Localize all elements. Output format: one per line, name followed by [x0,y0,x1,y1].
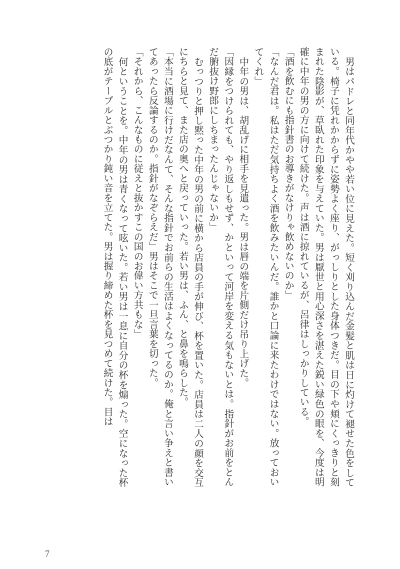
vertical-text-body [53,47,356,487]
dialogue-3: 「因縁をつけられても、やり返しもせず、かといって河岸を変える気もないとは。指針がお前をとんだ腑抜け野郎にしちまったんじゃないか」 [207,47,234,487]
dialogue-4: 「本当に酒場に行けだなんて、そんな指針でお前らの生活はよくなってるのか。俺と言い争えと書いてあったら反論するのか。指針がなぞらえだ」男はそこで一旦言葉を切った。 [146,47,173,487]
dialogue-2: 「なんだ君は。私はただ気持ちよく酒を飲みたいんだ。誰かと口論に来たわけではない。放っておいてくれ」 [252,47,279,487]
dialogue-5: 「それから、こんなものに従えと抜かすこの国のお偉い方共もな」 [131,47,143,339]
paragraph-1: 男はパドレと同年代かやや若い位に見えた。短く刈り込んだ金髪と肌は日に灼けて褪せた色をしている。椅子に凭れかからずに姿勢よく座り、がっしりとした身体つきだ。目の下や頬にくっきりと刻まれた陰影が、草臥れた印象を与えていた。男は厭世と用心深さを湛えた鋭い緑色の眼を、今度は明確に中年の男の方に向けて続けた。声は酒に掠れているが、呂律はしっかりしている。 [297,47,354,487]
paragraph-4: 何ということを。中年の男は青くなって呟いた。若い男は一息に自分の杯を煽った。空になった杯の底がテーブルとぶつかり鈍い音を立てた。男は握り締めた杯を見つめて続けた。目は [101,47,128,487]
paragraph-3: むっつりと押し黙った中年の男の前に横から店員の手が伸び、杯を置いた。店員は二人の顔を交互にちらと見て、また店の奥へと戻っていった。若い男は、ふん、と鼻を鳴らした。 [176,47,204,487]
page-number: 7 [45,549,50,559]
dialogue-1: 「酒を飲むにも指針書のお導きがなけりゃ飲めないのか」 [282,47,294,300]
paragraph-2: 中年の男は、胡乱げに相手を見遣った。男は唇の端を片側だけ吊り上げた。 [237,56,249,388]
